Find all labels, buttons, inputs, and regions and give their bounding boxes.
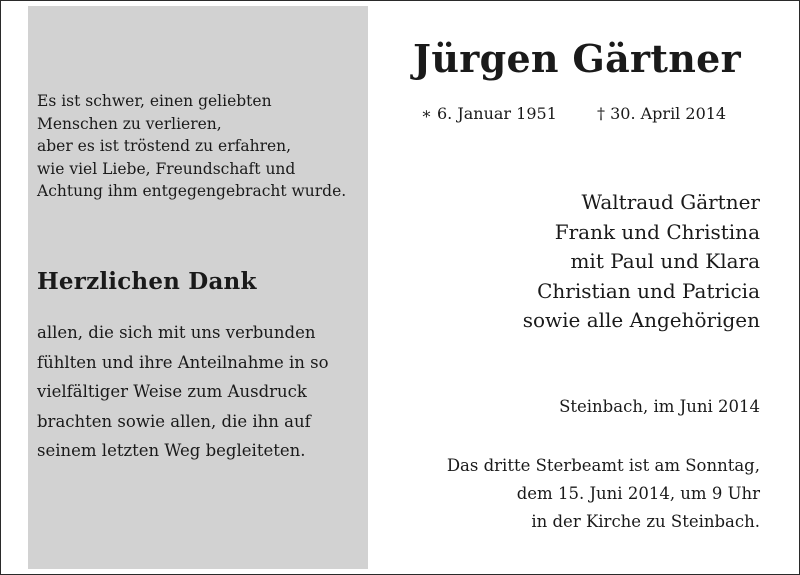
service-line: Das dritte Sterbeamt ist am Sonntag,: [446, 456, 760, 475]
life-dates: [421, 104, 751, 128]
mourner-line: Waltraud Gärtner: [581, 190, 760, 214]
mourner-line: sowie alle Angehörigen: [522, 308, 760, 332]
thanks-heading: Herzlichen Dank: [37, 268, 257, 295]
mourner-line: Frank und Christina: [554, 219, 760, 244]
death-date: † 30. April 2014: [597, 104, 727, 123]
thanks-text: allen, die sich mit uns verbunden fühlten und ihre Anteilnahme in so vielfältiger Weise zum Ausdruck brachten sowie allen, die ihn auf seinem letzten Weg begleiteten.: [37, 323, 329, 460]
deceased-name: Jürgen Gärtner: [413, 36, 741, 81]
mourner-line: Christian und Patricia: [537, 278, 760, 303]
mourners-list: [380, 188, 760, 336]
birth-date: ∗ 6. Januar 1951: [421, 104, 557, 123]
place-and-date: Steinbach, im Juni 2014: [559, 397, 760, 416]
mourner-line: mit Paul und Klara: [570, 249, 760, 273]
service-line: dem 15. Juni 2014, um 9 Uhr: [516, 484, 760, 503]
service-info: [380, 452, 760, 536]
consolation-poem: Es ist schwer, einen geliebten Menschen zu verlieren, aber es ist tröstend zu erfahren, wie viel Liebe, Freundschaft und Achtung ihm entgegengebracht wurde.: [37, 92, 347, 200]
service-line: in der Kirche zu Steinbach.: [531, 512, 760, 531]
